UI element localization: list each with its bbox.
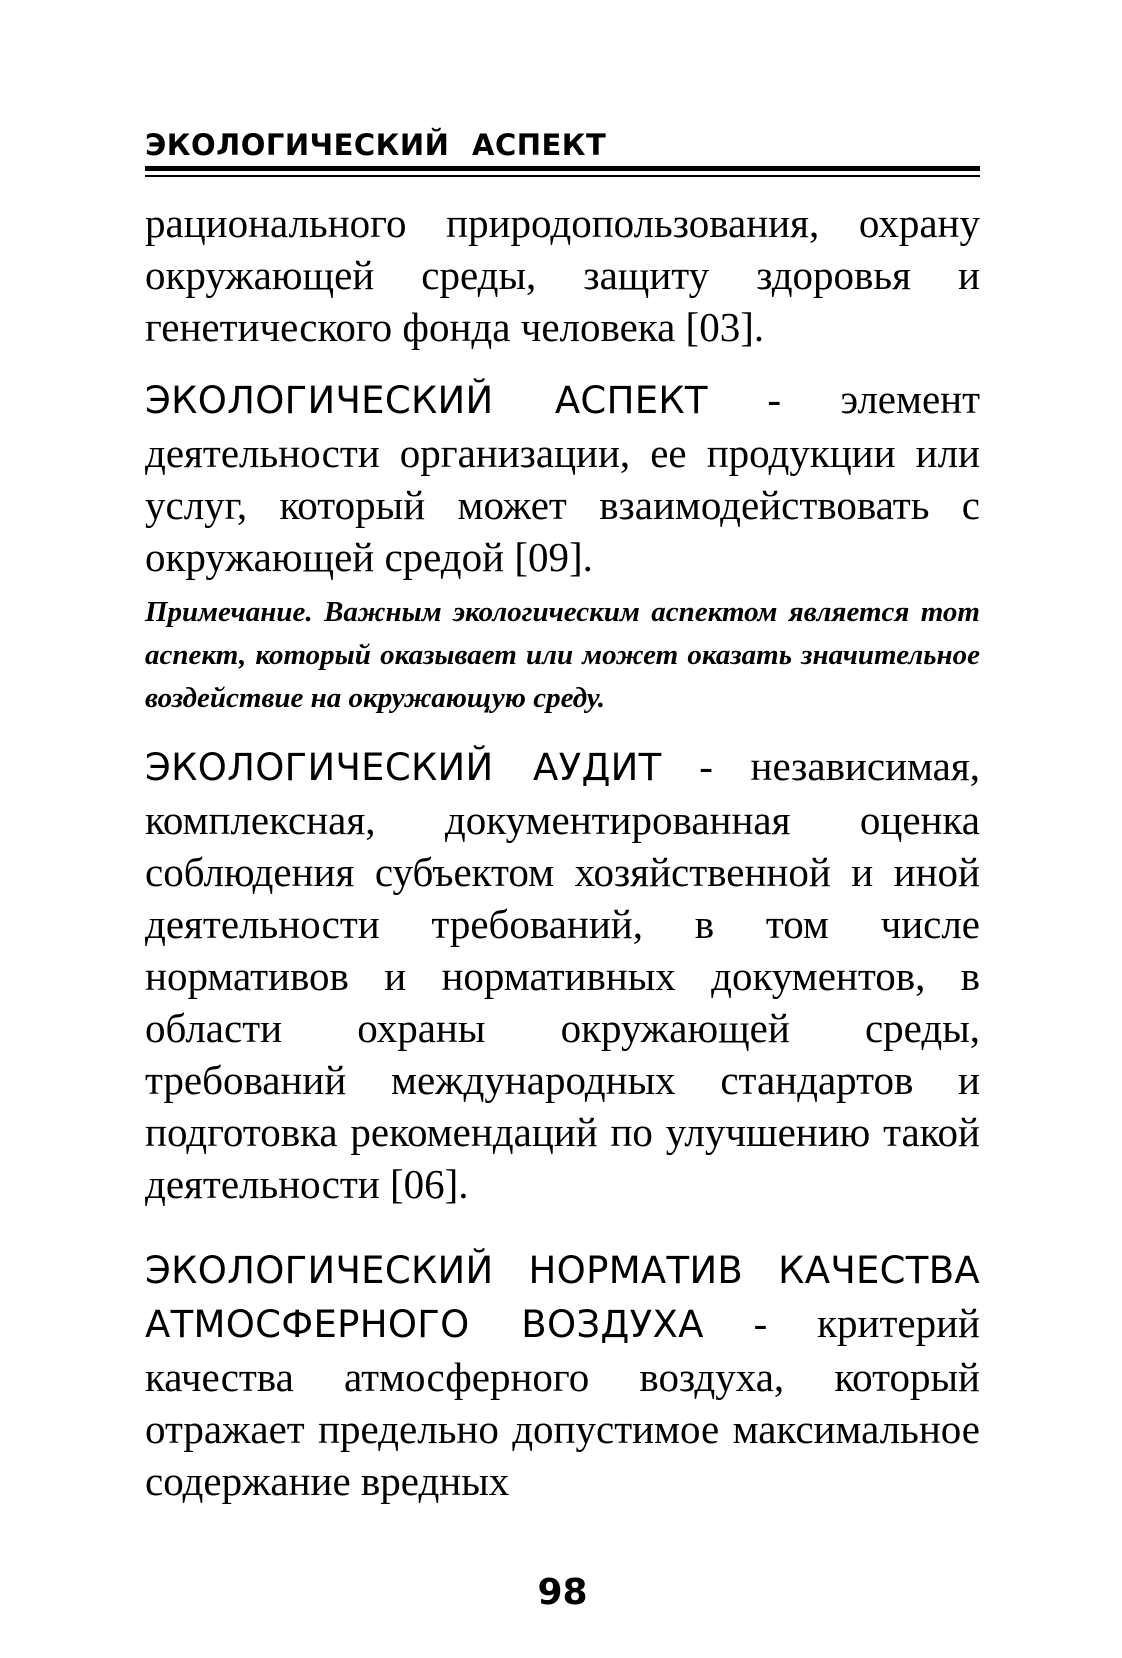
header-rule bbox=[145, 166, 980, 177]
entry-note: Примечание. Важным экологическим аспектом является тот аспект, который оказывает или может оказать значительное воздействие на окружающую среду. bbox=[145, 596, 980, 714]
entry-definition: - критерий качества атмосферного воздуха, который отражает предельно допустимое максимальное содержание вредных bbox=[145, 1300, 980, 1504]
page-number: 98 bbox=[537, 1572, 588, 1613]
continued-text: рационального природопользования, охрану окружающей среды, защиту здоровья и генетического фонда человека [03]. bbox=[145, 200, 980, 350]
header-rule-thick bbox=[145, 166, 980, 171]
entry-air-quality-standard bbox=[145, 1243, 980, 1507]
entry-ecological-aspect bbox=[145, 373, 980, 583]
entry-term: ЭКОЛОГИЧЕСКИЙ НОРМАТИВ КАЧЕСТВА АТМОСФЕРНОГО ВОЗДУХА bbox=[145, 1249, 980, 1346]
book-page bbox=[145, 0, 980, 1658]
entry-term: ЭКОЛОГИЧЕСКИЙ АСПЕКТ bbox=[145, 379, 708, 422]
continued-paragraph bbox=[145, 197, 980, 353]
entry-definition: - элемент деятельности организации, ее продукции или услуг, который может взаимодействовать с окружающей средой [09]. bbox=[145, 376, 981, 580]
entry-definition: - независимая, комплексная, документированная оценка соблюдения субъектом хозяйственной и иной деятельности требований, в том числе нормативов и нормативных документов, в области охраны окружающей среды, требований международных стандартов и подготовка рекомендаций по улучшению такой деятельности [06]. bbox=[145, 743, 980, 1207]
running-header: ЭКОЛОГИЧЕСКИЙ АСПЕКТ bbox=[145, 128, 607, 162]
entry-ecological-audit bbox=[145, 740, 980, 1210]
header-rule-thin bbox=[145, 175, 980, 177]
entry-term: ЭКОЛОГИЧЕСКИЙ АУДИТ bbox=[145, 746, 662, 789]
page-body bbox=[145, 197, 980, 1507]
